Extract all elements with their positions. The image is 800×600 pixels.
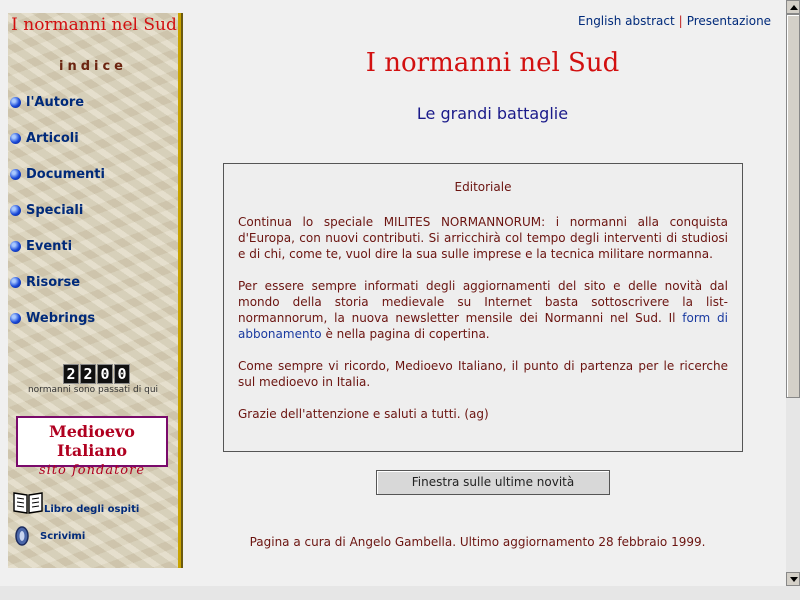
banner-title: Medioevo Italiano — [49, 422, 135, 460]
editorial-paragraph: Come sempre vi ricordo, Medioevo Italiano, il punto di partenza per le ricerche sul medioevo in Italia. — [238, 359, 728, 389]
contact-link[interactable] — [14, 525, 85, 547]
site-logo[interactable]: I normanni nel Sud — [11, 15, 177, 35]
editorial-paragraph — [238, 278, 728, 342]
contact-label: Scrivimi — [40, 530, 86, 542]
sidebar-item-webrings[interactable] — [10, 311, 95, 326]
sidebar-item-label: Risorse — [26, 275, 81, 290]
visitor-counter — [63, 364, 130, 384]
page-subtitle: Le grandi battaglie — [416, 104, 569, 123]
sidebar-item-autore[interactable] — [10, 95, 84, 110]
top-links — [578, 14, 771, 28]
footer-text: Pagina a cura di Angelo Gambella. Ultimo aggiornamento 28 febbraio 1999. — [249, 535, 706, 549]
counter-caption: normanni sono passati di qui — [27, 385, 159, 395]
bullet-icon — [10, 97, 21, 108]
sidebar-item-label: l'Autore — [26, 95, 85, 110]
scroll-up-button[interactable] — [786, 0, 800, 14]
bullet-icon — [10, 205, 21, 216]
arrow-down-icon — [790, 577, 798, 582]
bullet-icon — [10, 313, 21, 324]
sidebar-item-label: Webrings — [26, 311, 96, 326]
mail-icon — [14, 525, 34, 547]
bullet-icon — [10, 169, 21, 180]
sidebar-item-risorse[interactable] — [10, 275, 80, 290]
counter-digit: 0 — [97, 364, 113, 384]
sidebar-item-label: Articoli — [26, 131, 79, 146]
sidebar-item-articoli[interactable] — [10, 131, 79, 146]
sidebar-item-label: Eventi — [26, 239, 73, 254]
presentazione-link[interactable]: Presentazione — [686, 14, 772, 28]
scroll-thumb[interactable] — [786, 14, 800, 398]
editorial-heading: Editoriale — [454, 180, 512, 194]
english-abstract-link[interactable]: English abstract — [578, 14, 675, 28]
sidebar — [8, 13, 178, 568]
medioevo-italiano-banner[interactable] — [16, 416, 168, 478]
guestbook-link[interactable] — [12, 489, 139, 515]
counter-digit: 2 — [80, 364, 96, 384]
bullet-icon — [10, 133, 21, 144]
sidebar-item-speciali[interactable] — [10, 203, 83, 218]
index-title: indice — [59, 59, 127, 74]
horizontal-scrollbar-track — [0, 586, 800, 600]
editorial-box — [223, 163, 743, 452]
counter-digit: 0 — [114, 364, 130, 384]
sidebar-divider-shadow — [181, 13, 183, 568]
sidebar-item-label: Speciali — [26, 203, 84, 218]
arrow-up-icon — [790, 5, 798, 10]
sidebar-item-label: Documenti — [26, 167, 105, 182]
counter-digit: 2 — [63, 364, 79, 384]
bullet-icon — [10, 241, 21, 252]
sidebar-item-eventi[interactable] — [10, 239, 72, 254]
vertical-scrollbar[interactable] — [786, 0, 800, 586]
latest-news-button[interactable]: Finestra sulle ultime novità — [376, 470, 610, 495]
guestbook-label: Libro degli ospiti — [44, 504, 140, 515]
scroll-down-button[interactable] — [786, 572, 800, 586]
link-separator: | — [678, 14, 683, 28]
subscription-form-link[interactable]: form di abbonamento — [238, 311, 728, 341]
book-icon — [12, 489, 44, 515]
page-title: I normanni nel Sud — [365, 48, 620, 78]
paragraph-text: è nella pagina di copertina. — [321, 327, 490, 341]
sidebar-item-documenti[interactable] — [10, 167, 105, 182]
bullet-icon — [10, 277, 21, 288]
banner-subtitle: sito fondatore — [38, 463, 146, 478]
paragraph-text: Per essere sempre informati degli aggiornamenti del sito e delle novità dal mondo della storia medievale su Internet basta sottoscrivere la list-normannorum, la nuova newsletter mensile dei Normanni nel Sud. Il — [238, 279, 728, 325]
editorial-paragraph: Continua lo speciale MILITES NORMANNORUM: i normanni alla conquista d'Europa, con nuovi contributi. Si arricchirà col tempo degli interventi di studiosi e di chi, come te, vuol dire la sua sulle imprese e la tecnica militare normanna. — [238, 215, 728, 261]
editorial-paragraph: Grazie dell'attenzione e saluti a tutti. (ag) — [238, 407, 489, 421]
